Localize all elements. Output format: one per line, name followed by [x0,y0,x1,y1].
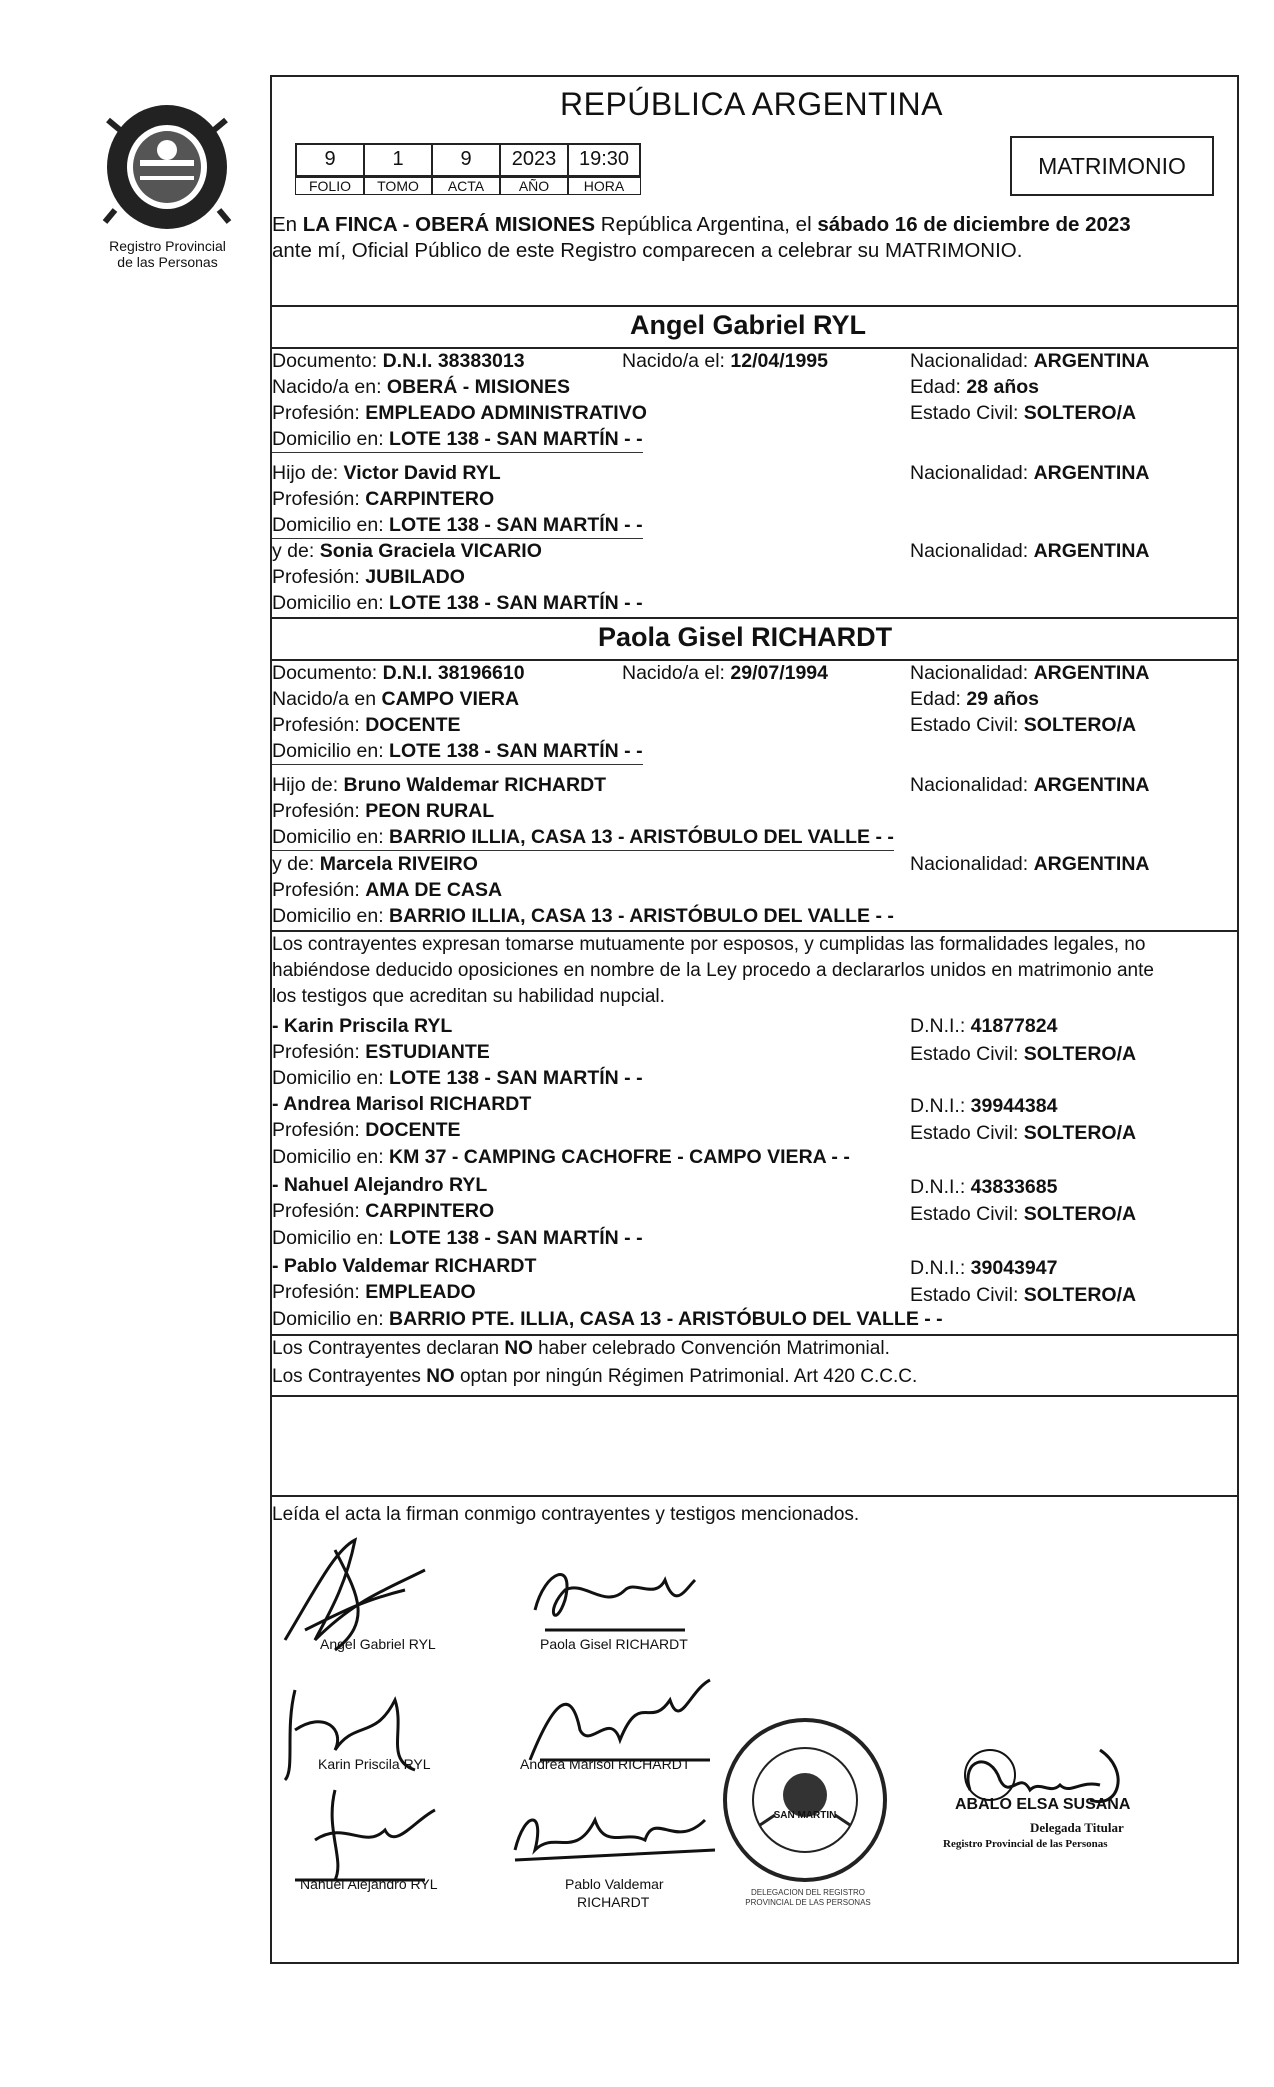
groom-profession: Profesión: EMPLEADO ADMINISTRATIVO [272,402,647,424]
groom-civil-status: Estado Civil: SOLTERO/A [910,402,1137,424]
bride-age: Edad: 29 años [910,688,1040,710]
record-folio: 9 [295,143,365,177]
document-type-box: MATRIMONIO [1010,136,1214,196]
declaration-line-3: los testigos que acreditan su habilidad nupcial. [272,986,665,1007]
witness-3-name: - Nahuel Alejandro RYL [272,1174,488,1196]
bride-father: Hijo de: Bruno Waldemar RICHARDT [272,774,607,796]
read-statement: Leída el acta la firman conmigo contrayentes y testigos mencionados. [272,1504,860,1525]
record-year: 2023 [499,143,569,177]
bride-signature-name: Paola Gisel RICHARDT [540,1636,688,1652]
witness-3-dni: D.N.I.: 43833685 [910,1176,1058,1198]
official-org: Registro Provincial de las Personas [943,1838,1108,1850]
groom-mother-address: Domicilio en: LOTE 138 - SAN MARTÍN - - [272,592,643,614]
stamp-text: DELEGACION DEL REGISTRO PROVINCIAL DE LAS PERSONAS [745,1888,871,1907]
groom-name: Angel Gabriel RYL [630,310,867,340]
record-label-hour: HORA [567,177,641,195]
witness-3-signature-name: Nahuel Alejandro RYL [300,1876,438,1892]
groom-age: Edad: 28 años [910,376,1040,398]
groom-document: Documento: D.N.I. 38383013 [272,350,525,372]
witness-1-address: Domicilio en: LOTE 138 - SAN MARTÍN - - [272,1067,643,1089]
groom-mother-profession: Profesión: JUBILADO [272,566,465,588]
record-tomo: 1 [363,143,433,177]
bride-mother-nationality: Nacionalidad: ARGENTINA [910,853,1150,875]
witness-1-profession: Profesión: ESTUDIANTE [272,1041,490,1063]
witness-4-address: Domicilio en: BARRIO PTE. ILLIA, CASA 13 - ARISTÓBULO DEL VALLE - - [272,1308,943,1330]
witness-2-civil-status: Estado Civil: SOLTERO/A [910,1122,1137,1144]
bride-profession: Profesión: DOCENTE [272,714,461,736]
groom-address: Domicilio en: LOTE 138 - SAN MARTÍN - - [272,426,643,453]
groom-mother-nationality: Nacionalidad: ARGENTINA [910,540,1150,562]
witness-1-civil-status: Estado Civil: SOLTERO/A [910,1043,1137,1065]
provincial-seal-icon [100,100,235,235]
declaration-line-1: Los contrayentes expresan tomarse mutuamente por esposos, y cumplidas las formalidades legales, no [272,934,1146,955]
official-name: ABALO ELSA SUSANA [955,1796,1131,1813]
bride-nationality: Nacionalidad: ARGENTINA [910,662,1150,684]
bride-address: Domicilio en: LOTE 138 - SAN MARTÍN - - [272,738,643,765]
bride-birthdate: Nacido/a el: 29/07/1994 [622,662,829,684]
witness-4-signature-name-2: RICHARDT [577,1894,650,1910]
bride-mother-profession: Profesión: AMA DE CASA [272,879,503,901]
witness-4-name: - Pablo Valdemar RICHARDT [272,1255,537,1277]
witness-2-dni: D.N.I.: 39944384 [910,1095,1058,1117]
groom-father-address: Domicilio en: LOTE 138 - SAN MARTÍN - - [272,512,643,539]
witness-3-address: Domicilio en: LOTE 138 - SAN MARTÍN - - [272,1227,643,1249]
witness-1-signature-name: Karin Priscila RYL [318,1756,431,1772]
bride-signature [525,1550,705,1650]
bride-father-nationality: Nacionalidad: ARGENTINA [910,774,1150,796]
witness-3-profession: Profesión: CARPINTERO [272,1200,495,1222]
witness-2-profession: Profesión: DOCENTE [272,1119,461,1141]
intro-line-1: En LA FINCA - OBERÁ MISIONES República Argentina, el sábado 16 de diciembre de 2023 [272,213,1131,236]
witness-3-signature [285,1780,445,1890]
record-hour: 19:30 [567,143,641,177]
bride-father-profession: Profesión: PEON RURAL [272,800,495,822]
record-acta: 9 [431,143,501,177]
groom-father: Hijo de: Victor David RYL [272,462,501,484]
witness-1-signature [275,1670,425,1790]
record-label-tomo: TOMO [363,177,433,195]
witness-1-name: - Karin Priscila RYL [272,1015,453,1037]
groom-mother: y de: Sonia Graciela VICARIO [272,540,542,562]
witness-2-address: Domicilio en: KM 37 - CAMPING CACHOFRE - CAMPO VIERA - - [272,1146,850,1168]
bride-document: Documento: D.N.I. 38196610 [272,662,525,684]
bride-birthplace: Nacido/a en CAMPO VIERA [272,688,520,710]
official-stamp-icon [720,1715,890,1885]
groom-nationality: Nacionalidad: ARGENTINA [910,350,1150,372]
declaration-line-2: habiéndose deducido oposiciones en nombre de la Ley procedo a declararlos unidos en matrimonio ante [272,960,1154,981]
groom-father-profession: Profesión: CARPINTERO [272,488,495,510]
bride-name: Paola Gisel RICHARDT [598,622,893,652]
witness-4-dni: D.N.I.: 39043947 [910,1257,1058,1279]
bride-civil-status: Estado Civil: SOLTERO/A [910,714,1137,736]
convention-line-1: Los Contrayentes declaran NO haber celebrado Convención Matrimonial. [272,1338,890,1359]
groom-birthplace: Nacido/a en: OBERÁ - MISIONES [272,376,571,398]
country-title: REPÚBLICA ARGENTINA [560,86,943,122]
groom-father-nationality: Nacionalidad: ARGENTINA [910,462,1150,484]
record-label-year: AÑO [499,177,569,195]
witness-3-civil-status: Estado Civil: SOLTERO/A [910,1203,1137,1225]
bride-mother: y de: Marcela RIVEIRO [272,853,478,875]
witness-4-civil-status: Estado Civil: SOLTERO/A [910,1284,1137,1306]
witness-1-dni: D.N.I.: 41877824 [910,1015,1058,1037]
bride-mother-address: Domicilio en: BARRIO ILLIA, CASA 13 - ARISTÓBULO DEL VALLE - - [272,905,894,927]
record-label-acta: ACTA [431,177,501,195]
witness-2-signature-name: Andrea Marisol RICHARDT [520,1756,691,1772]
registry-name: Registro Provincial de las Personas [109,238,226,270]
stamp-center-text: SAN MARTIN [773,1810,837,1821]
bride-father-address: Domicilio en: BARRIO ILLIA, CASA 13 - ARISTÓBULO DEL VALLE - - [272,824,894,851]
witness-2-name: - Andrea Marisol RICHARDT [272,1093,532,1115]
groom-birthdate: Nacido/a el: 12/04/1995 [622,350,829,372]
convention-line-2: Los Contrayentes NO optan por ningún Régimen Patrimonial. Art 420 C.C.C. [272,1366,918,1387]
witness-4-signature [505,1790,725,1880]
registry-logo [100,100,235,235]
witness-4-profession: Profesión: EMPLEADO [272,1281,476,1303]
intro-line-2: ante mí, Oficial Público de este Registro comparecen a celebrar su MATRIMONIO. [272,239,1023,262]
witness-4-signature-name-1: Pablo Valdemar [565,1876,664,1892]
official-title: Delegada Titular [1030,1820,1124,1835]
groom-signature-name: Angel Gabriel RYL [320,1636,436,1652]
record-label-folio: FOLIO [295,177,365,195]
